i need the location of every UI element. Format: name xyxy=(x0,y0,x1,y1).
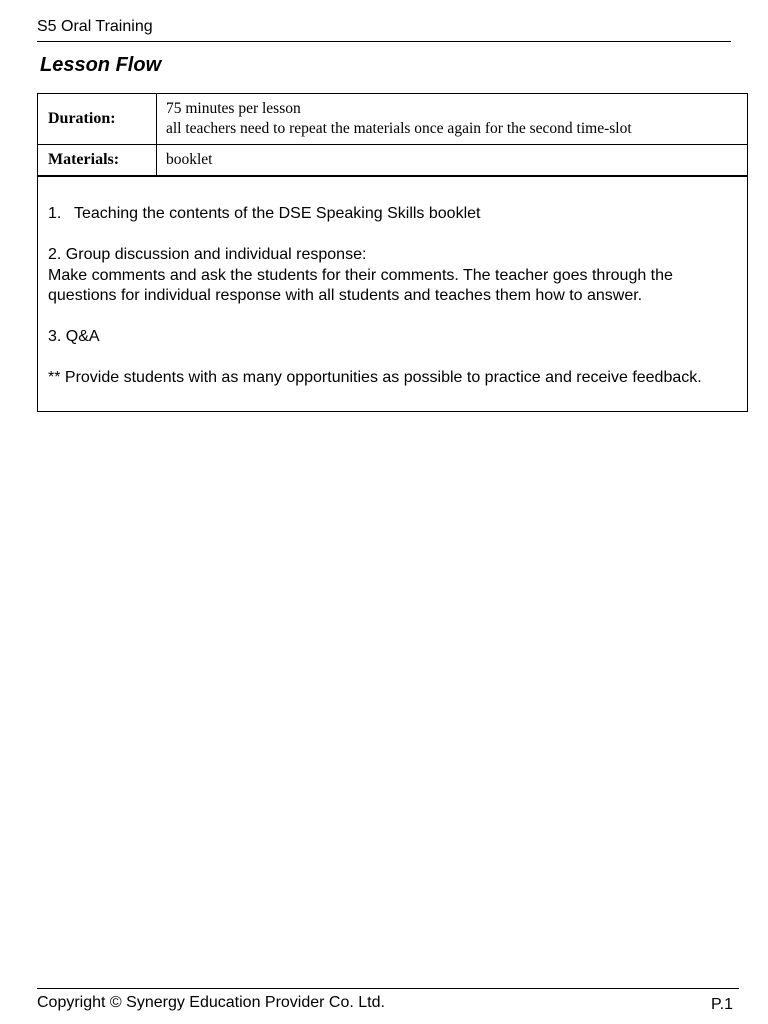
step-2-text: Make comments and ask the students for their comments. The teacher goes through the questions for individual response with all students and teaches them how to answer. xyxy=(48,266,673,304)
step-2 xyxy=(48,245,737,307)
lesson-info-table xyxy=(37,93,748,176)
practice-note: ** Provide students with as many opportunities as possible to practice and receive feedback. xyxy=(48,369,702,386)
duration-row xyxy=(38,94,748,145)
materials-value: booklet xyxy=(157,145,748,176)
step-2-heading: 2. Group discussion and individual response: xyxy=(48,246,367,263)
duration-label: Duration: xyxy=(38,94,157,145)
footer-copyright: Copyright © Synergy Education Provider Co. Ltd. xyxy=(37,994,385,1011)
page-title: Lesson Flow xyxy=(40,54,162,76)
header-title: S5 Oral Training xyxy=(37,18,153,35)
step-1 xyxy=(48,204,737,225)
step-3: 3. Q&A xyxy=(48,328,100,345)
duration-line-1: 75 minutes per lesson xyxy=(166,100,301,117)
duration-line-2: all teachers need to repeat the materials once again for the second time-slot xyxy=(166,120,632,137)
page-number: P.1 xyxy=(711,996,733,1013)
page-footer xyxy=(37,988,739,1013)
step-1-text: Teaching the contents of the DSE Speaking Skills booklet xyxy=(74,205,481,222)
page-header xyxy=(37,17,731,42)
duration-value xyxy=(157,94,748,145)
materials-label: Materials: xyxy=(38,145,157,176)
materials-row xyxy=(38,145,748,176)
step-1-number: 1. xyxy=(48,205,62,222)
lesson-steps-box xyxy=(37,175,748,412)
